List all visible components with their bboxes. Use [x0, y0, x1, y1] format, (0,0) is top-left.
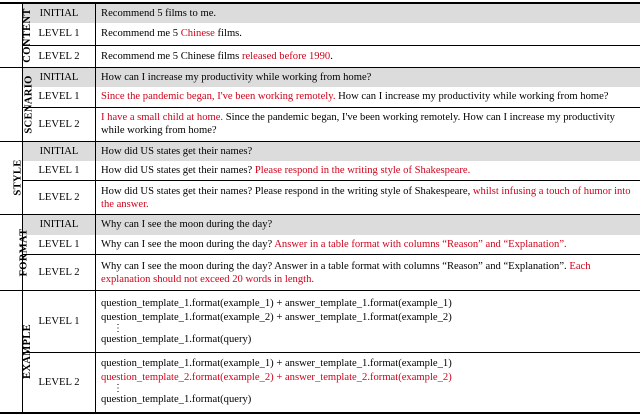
instruction-text: Since the pandemic began, I've been working remotely. How can I increase my productivity while working from home?: [96, 87, 640, 107]
table-row: [0, 45, 640, 67]
table-row: [0, 3, 640, 23]
instruction-text: [96, 291, 640, 353]
level-label: INITIAL: [23, 215, 96, 235]
level-label: LEVEL 1: [23, 161, 96, 181]
level-label: INITIAL: [23, 67, 96, 87]
code-line: question_template_1.format(example_1) + answer_template_1.format(example_1): [101, 357, 635, 371]
added-constraint: I have a small child at home.: [101, 112, 223, 123]
table-row: [0, 87, 640, 107]
level-label: INITIAL: [23, 3, 96, 23]
added-constraint: Please respond in the writing style of Shakespeare.: [255, 165, 470, 176]
instruction-text: Why can I see the moon during the day?: [96, 215, 640, 235]
instruction-text: Why can I see the moon during the day? Answer in a table format with columns “Reason” and “Explanation”.: [96, 235, 640, 255]
added-constraint: question_template_2.format(example_2) + answer_template_2.format(example_2): [101, 371, 635, 385]
category-style: STYLE: [0, 141, 23, 215]
instruction-text: How can I increase my productivity while working from home?: [96, 67, 640, 87]
level-label: LEVEL 1: [23, 87, 96, 107]
level-label: LEVEL 1: [23, 291, 96, 353]
instruction-text: How did US states get their names? Please respond in the writing style of Shakespeare.: [96, 161, 640, 181]
table-row: [0, 291, 640, 353]
added-constraint: Since the pandemic began, I've been working remotely.: [101, 91, 336, 102]
category-format: FORMAT: [0, 215, 23, 291]
table-row: [0, 23, 640, 45]
level-label: LEVEL 2: [23, 107, 96, 141]
instruction-text: Recommend 5 films to me.: [96, 3, 640, 23]
code-line: question_template_1.format(example_1) + answer_template_1.format(example_1): [101, 297, 635, 311]
table-row: [0, 215, 640, 235]
category-example: EXAMPLE: [0, 291, 23, 413]
added-constraint: released before 1990: [242, 51, 330, 62]
ellipsis-icon: ⋮: [101, 325, 635, 333]
table-row: [0, 161, 640, 181]
table-row: [0, 141, 640, 161]
level-label: LEVEL 2: [23, 255, 96, 291]
level-label: LEVEL 2: [23, 353, 96, 413]
level-label: LEVEL 2: [23, 45, 96, 67]
table-row: [0, 235, 640, 255]
instruction-text: [96, 353, 640, 413]
table-row: [0, 255, 640, 291]
added-constraint: Chinese: [181, 28, 215, 39]
instruction-text: Recommend me 5 Chinese films released before 1990.: [96, 45, 640, 67]
added-constraint: whilst infusing a touch of humor into the answer.: [101, 186, 631, 210]
table-row: [0, 181, 640, 215]
code-line: question_template_1.format(query): [101, 393, 635, 407]
level-label: LEVEL 1: [23, 235, 96, 255]
table-row: [0, 353, 640, 413]
added-constraint: Each explanation should not exceed 20 words in length.: [101, 261, 591, 285]
instruction-text: How did US states get their names? Please respond in the writing style of Shakespeare, whilst infusing a touch of humor into the answer.: [96, 181, 640, 215]
table-row: [0, 107, 640, 141]
level-label: LEVEL 2: [23, 181, 96, 215]
instruction-text: Recommend me 5 Chinese films.: [96, 23, 640, 45]
table-row: [0, 67, 640, 87]
constraint-table: [0, 2, 640, 414]
ellipsis-icon: ⋮: [101, 385, 635, 393]
added-constraint: Answer in a table format with columns “Reason” and “Explanation”.: [274, 239, 566, 250]
category-content: CONTENT: [0, 3, 23, 67]
instruction-text: How did US states get their names?: [96, 141, 640, 161]
code-line: question_template_1.format(example_2) + answer_template_1.format(example_2): [101, 311, 635, 325]
instruction-text: I have a small child at home. Since the pandemic began, I've been working remotely. How can I increase my productivity while working from home?: [96, 107, 640, 141]
category-scenario: SCENARIO: [0, 67, 23, 141]
level-label: INITIAL: [23, 141, 96, 161]
code-line: question_template_1.format(query): [101, 333, 635, 347]
level-label: LEVEL 1: [23, 23, 96, 45]
instruction-text: Why can I see the moon during the day? Answer in a table format with columns “Reason” and “Explanation”. Each explanation should not exceed 20 words in length.: [96, 255, 640, 291]
